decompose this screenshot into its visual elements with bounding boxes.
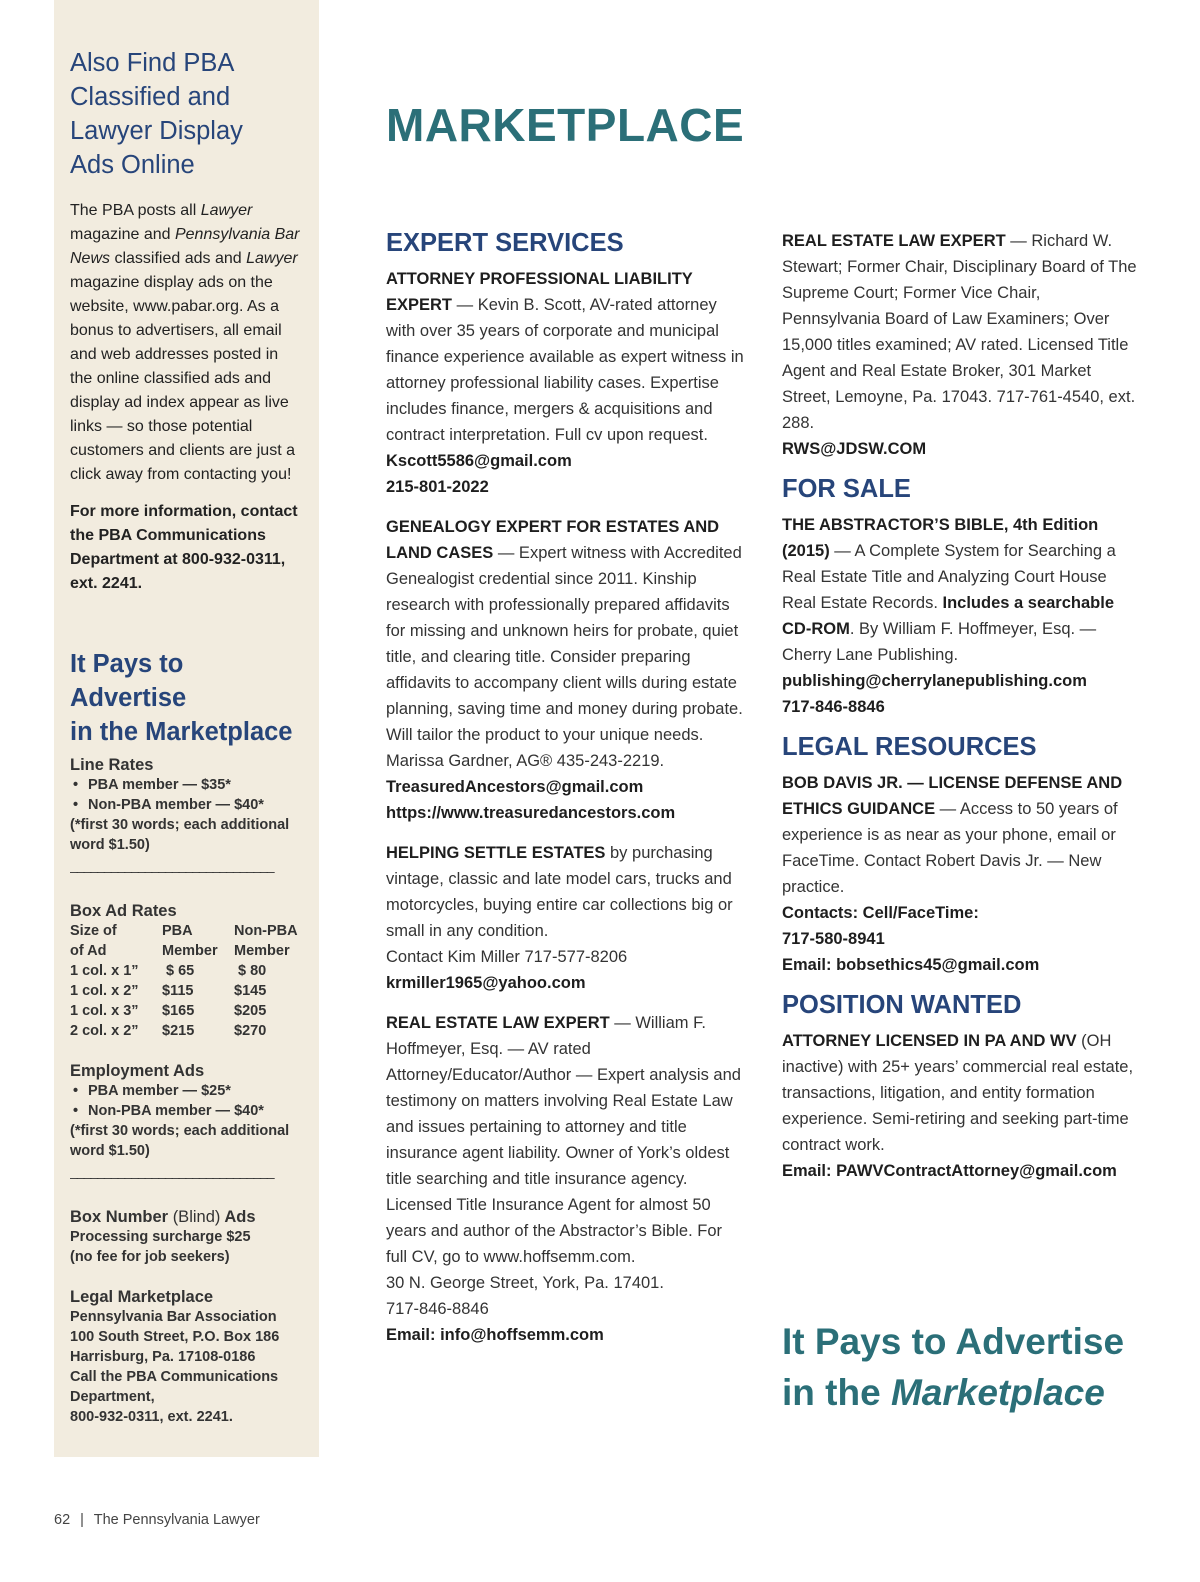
advertise-promo: It Pays to Advertise in the Marketplace [782, 1321, 1125, 1413]
divider: ______________________________ [70, 857, 274, 873]
online-ads-heading: Also Find PBA Classified and Lawyer Display Ads Online [70, 49, 243, 179]
page-footer [54, 1512, 260, 1528]
list-item: • Non-PBA member — $40* [73, 797, 264, 813]
table-row: 1 col. x 1” $ 65 $ 80 [70, 963, 267, 979]
phone-number: 215-801-2022 [386, 478, 489, 496]
email-link[interactable]: RWS@JDSW.COM [782, 440, 927, 458]
section-heading-position-wanted: POSITION WANTED [782, 991, 1022, 1019]
table-row: Size of PBA Non-PBA [70, 923, 298, 939]
employment-note: (*first 30 words; each additional word $1.50) [70, 1123, 290, 1159]
classified-ad: THE ABSTRACTOR’S BIBLE, 4th Edition (2015) — A Complete System for Searching a Real Estate Title and Analyzing Court House Real Estate Records. Includes a searchable CD-ROM. By William F. Hoffmeyer, Esq. — Cherry Lane Publishing. publishing@cherrylanepublishing.com 717-846-8846 [782, 516, 1116, 716]
section-heading-legal-resources: LEGAL RESOURCES [782, 733, 1037, 761]
list-item: • Non-PBA member — $40* [73, 1103, 264, 1119]
email-link[interactable]: Email: PAWVContractAttorney@gmail.com [782, 1162, 1117, 1180]
list-item: • PBA member — $35* [73, 777, 231, 793]
blind-ads-title: Box Number (Blind) Ads [70, 1208, 256, 1226]
table-row: of Ad Member Member [70, 943, 290, 959]
classified-ad: GENEALOGY EXPERT FOR ESTATES AND LAND CASES — Expert witness with Accredited Genealogist credential since 2011. Kinship research with professionally prepared affidavits for missing and unknown heirs for probate, quiet title, and clearing title. Consider preparing affidavits to accompany client wills during estate planning, saving time and money during probate. Will tailor the product to your unique needs. Marissa Gardner, AG® 435-243-2219. TreasuredAncestors@gmail.com https://www.treasuredancestors.com [386, 518, 743, 822]
employment-ads [70, 1061, 303, 1181]
page-title: MARKETPLACE [386, 99, 745, 151]
email-link[interactable]: Email: info@hoffsemm.com [386, 1326, 604, 1344]
classified-ad: ATTORNEY PROFESSIONAL LIABILITY EXPERT — Kevin B. Scott, AV-rated attorney with over 35 years of corporate and municipal finance experience available as expert witness in attorney professional liability cases. Expertise includes finance, mergers & acquisitions and contract interpretation. Full cv upon request. Kscott5586@gmail.com 215-801-2022 [386, 270, 744, 496]
email-link[interactable]: Email: bobsethics45@gmail.com [782, 956, 1040, 974]
classified-ad: REAL ESTATE LAW EXPERT — William F. Hoffmeyer, Esq. — AV rated Attorney/Educator/Author — Expert analysis and testimony on matters involving Real Estate Law and issues pertaining to attorney and title insurance agent liability. Owner of York’s oldest title searching and title insurance agency. Licensed Title Insurance Agent for almost 50 years and author of the Abstractor’s Bible. For full CV, go to www.hoffsemm.com. 30 N. George Street, York, Pa. 17401. 717-846-8846 Email: info@hoffsemm.com [386, 1014, 741, 1344]
line-rates [70, 755, 303, 875]
classified-ad: REAL ESTATE LAW EXPERT — Richard W. Stewart; Former Chair, Disciplinary Board of The Supreme Court; Former Vice Chair, Pennsylvania Board of Law Examiners; Over 15,000 titles examined; AV rated. Licensed Title Agent and Real Estate Broker, 301 Market Street, Lemoyne, Pa. 17043. 717-761-4540, ext. 288. RWS@JDSW.COM [782, 232, 1137, 458]
page-number: 62 [54, 1512, 71, 1528]
table-row: 1 col. x 2” $115 $145 [70, 983, 267, 999]
line-rates-note: (*first 30 words; each additional word $1.50) [70, 817, 290, 853]
box-rates-title: Box Ad Rates [70, 902, 177, 920]
divider: ______________________________ [70, 1163, 274, 1179]
box-ad-rates [70, 901, 303, 1041]
section-heading-expert-services: EXPERT SERVICES [386, 229, 624, 257]
classified-ad: HELPING SETTLE ESTATES by purchasing vintage, classic and late model cars, trucks and motorcycles, buying entire car collections big or small in any condition. Contact Kim Miller 717-577-8206 krmiller1965@yahoo.com [386, 844, 733, 992]
contact-info: For more information, contact the PBA Communications Department at 800-932-0311, ext. 2241. [70, 503, 298, 592]
expert-services-column [386, 226, 746, 1362]
right-column [782, 228, 1142, 1194]
line-rates-title: Line Rates [70, 756, 154, 774]
email-link[interactable]: krmiller1965@yahoo.com [386, 974, 586, 992]
online-ads-body: The PBA posts all Lawyer magazine and Pennsylvania Bar News classified ads and Lawyer magazine display ads on the website, www.pabar.org. As a bonus to advertisers, all email and web addresses posted in the online classified ads and display ad index appear as live links — so those potential customers and clients are just a click away from contacting you! [70, 202, 300, 483]
website-link[interactable]: https://www.treasuredancestors.com [386, 804, 676, 822]
phone-number: 717-580-8941 [782, 930, 885, 948]
section-heading-for-sale: FOR SALE [782, 475, 911, 503]
publication-name: The Pennsylvania Lawyer [93, 1512, 260, 1528]
email-link[interactable]: publishing@cherrylanepublishing.com [782, 672, 1087, 690]
employment-title: Employment Ads [70, 1062, 205, 1080]
phone-number: 717-846-8846 [782, 698, 885, 716]
sidebar [54, 0, 319, 1457]
table-row: 2 col. x 2” $215 $270 [70, 1023, 267, 1039]
list-item: • PBA member — $25* [73, 1083, 231, 1099]
classified-ad: BOB DAVIS JR. — LICENSE DEFENSE AND ETHICS GUIDANCE — Access to 50 years of experience is as near as your phone, email or FaceTime. Contact Robert Davis Jr. — New practice. Contacts: Cell/FaceTime: 717-580-8941 Email: bobsethics45@gmail.com [782, 774, 1123, 974]
table-row: 1 col. x 3” $165 $205 [70, 1003, 267, 1019]
legal-marketplace-title: Legal Marketplace [70, 1288, 214, 1306]
classified-ad: ATTORNEY LICENSED IN PA AND WV (OH inactive) with 25+ years’ commercial real estate, transactions, litigation, and entity formation experience. Semi-retiring and seeking part-time contract work. Email: PAWVContractAttorney@gmail.com [782, 1032, 1134, 1180]
email-link[interactable]: Kscott5586@gmail.com [386, 452, 572, 470]
box-rates-table [70, 921, 298, 1041]
pays-heading: It Pays to Advertise in the Marketplace [70, 650, 293, 746]
legal-marketplace-contact: Legal Marketplace Pennsylvania Bar Association 100 South Street, P.O. Box 186 Harrisburg, Pa. 17108-0186 Call the PBA Communications Department, 800-932-0311, ext. 2241. [70, 1287, 303, 1427]
blind-ads: Box Number (Blind) Ads Processing surcharge $25 (no fee for job seekers) [70, 1207, 303, 1267]
email-link[interactable]: TreasuredAncestors@gmail.com [386, 778, 644, 796]
footer-separator: | [80, 1512, 84, 1528]
